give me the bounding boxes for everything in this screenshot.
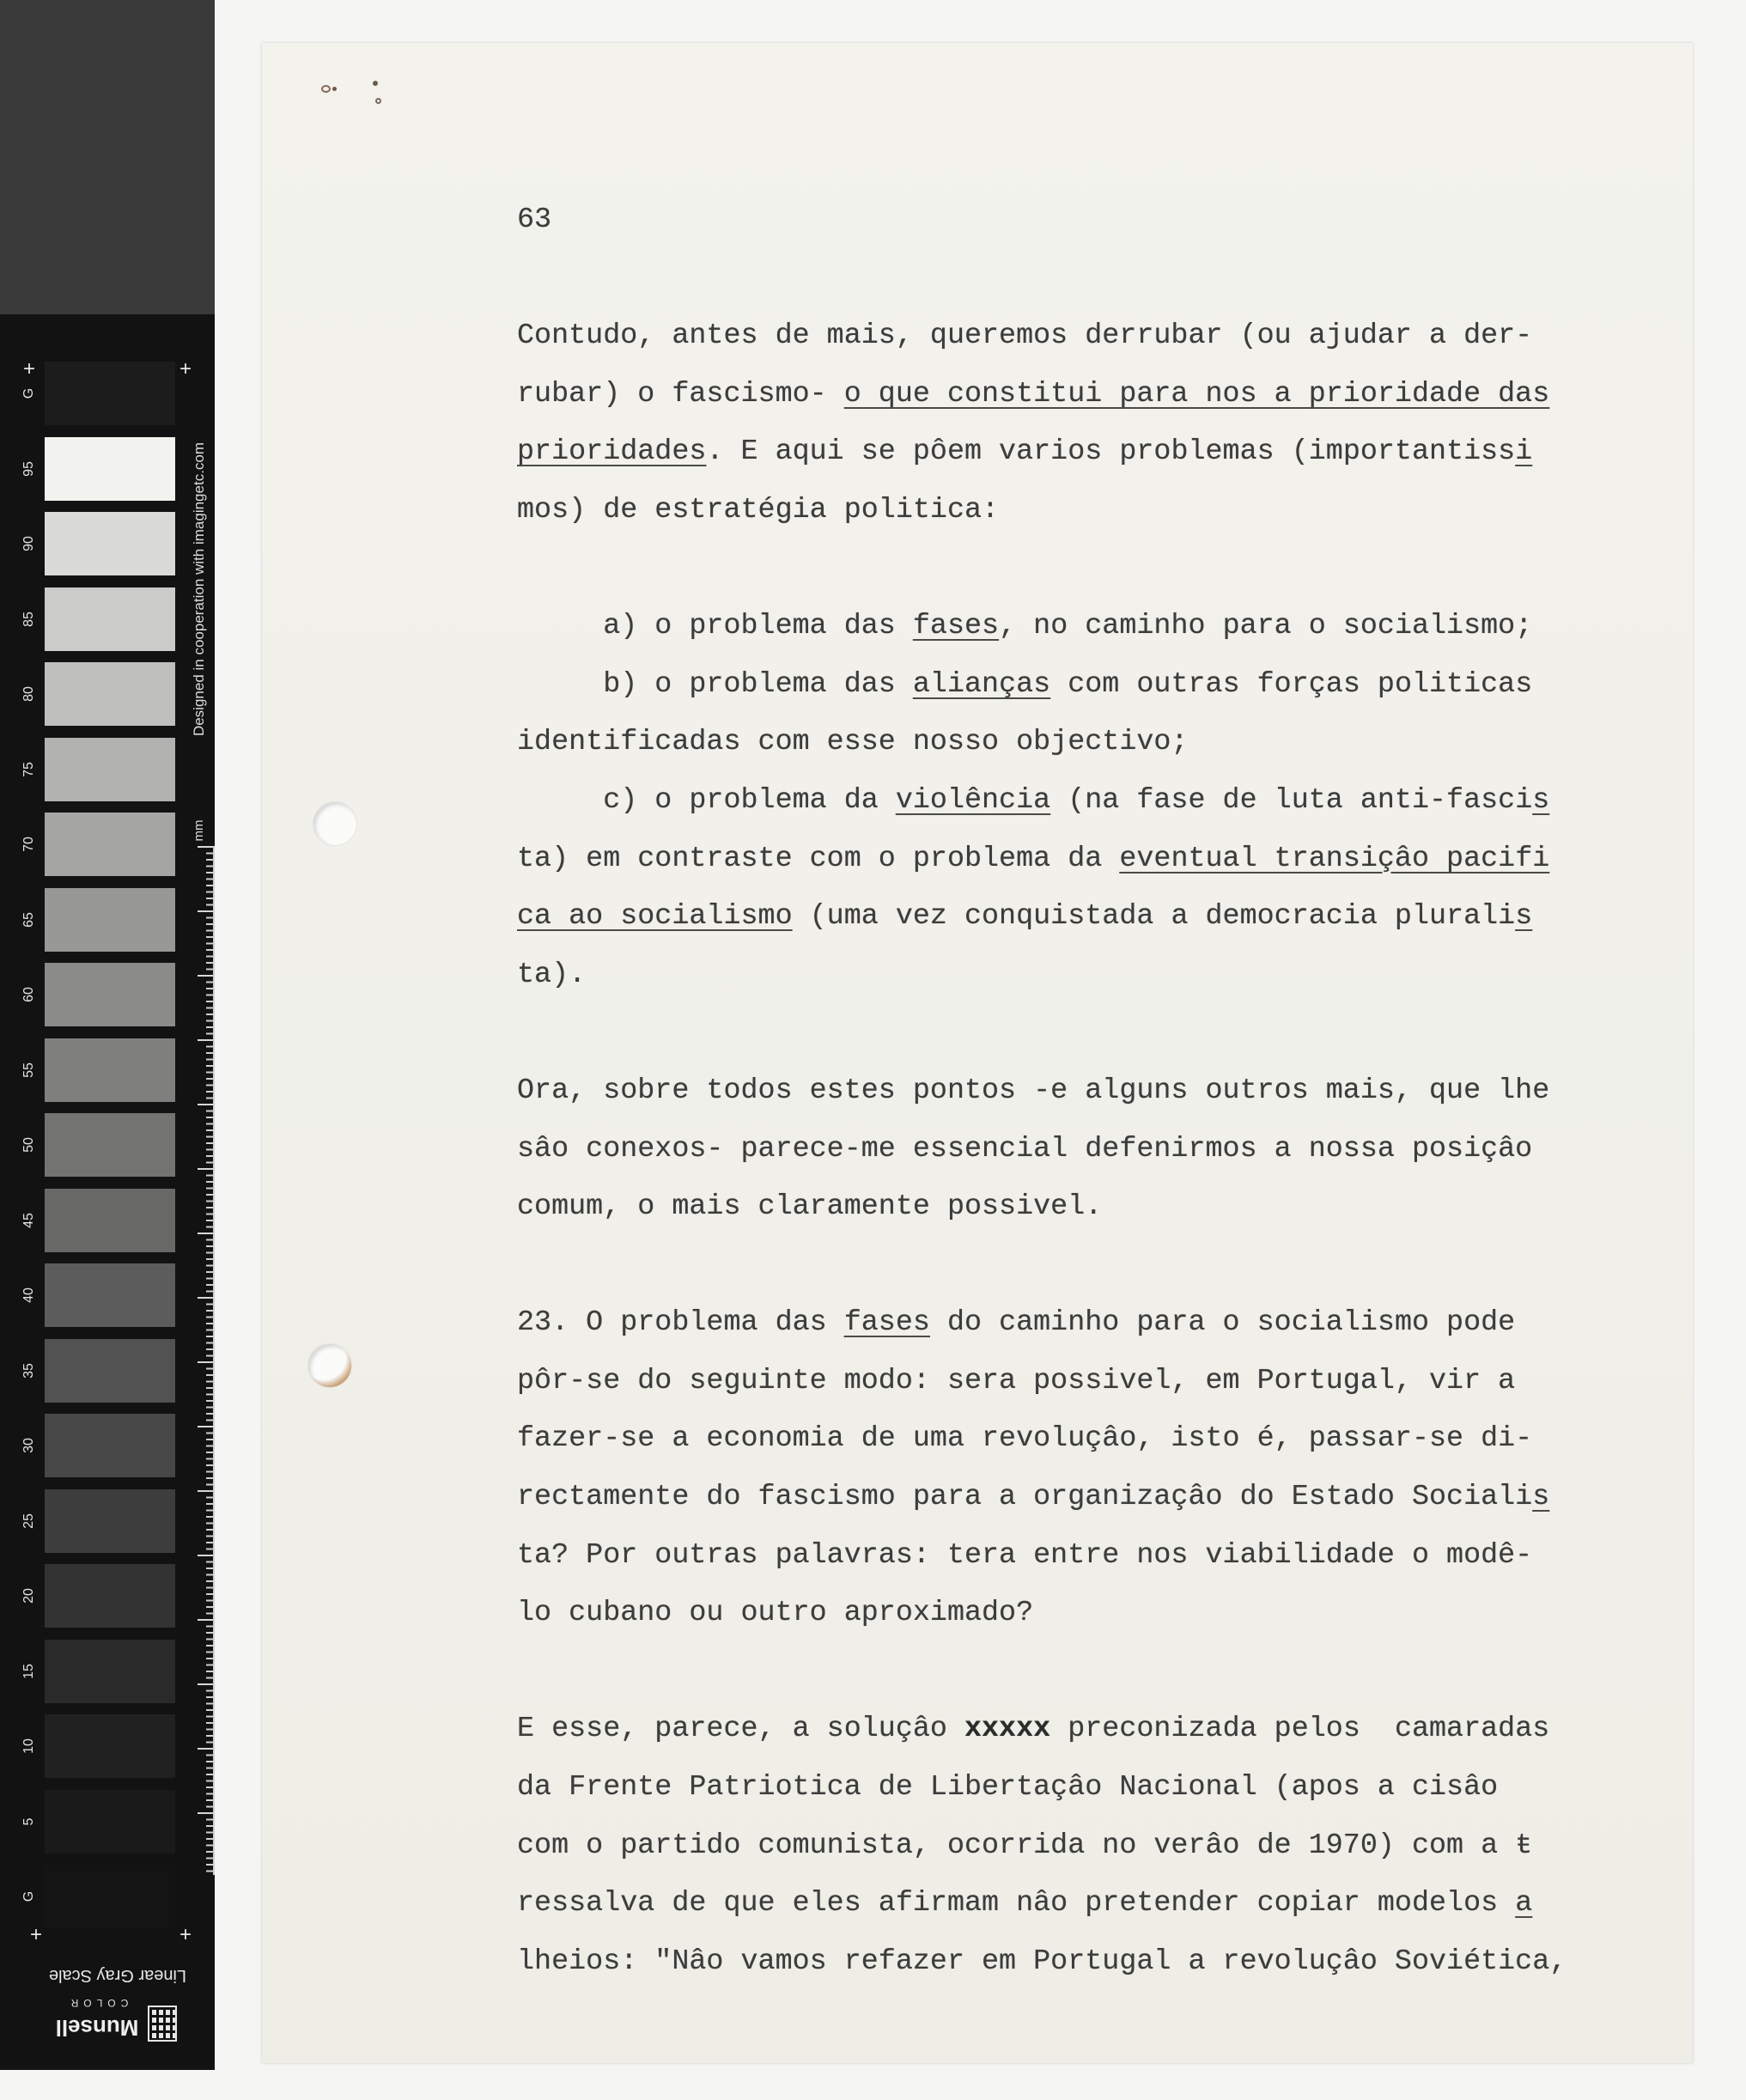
ink-speck [332,87,337,91]
text-line [517,1178,1567,1237]
text-line [517,482,1567,540]
gray-patch [45,1640,175,1703]
ink-speck [375,98,381,104]
munsell-logo-icon [148,2006,177,2042]
text-run: lo cubano ou outro aproximado? [517,1597,1034,1630]
underlined-text: s [1532,1481,1550,1514]
text-line [517,1410,1567,1469]
text-line [517,888,1567,947]
text-run: (na fase de luta anti-fasci [1050,783,1533,817]
gray-patch-label: 40 [21,1287,36,1303]
gray-patch-label: 15 [21,1663,36,1679]
underlined-text: fases [912,610,1000,643]
millimeter-ruler [196,846,215,1875]
gray-patch [45,1564,175,1628]
text-run: 23. O problema das [517,1306,844,1340]
brand-logo-text: Munsell [55,2015,139,2041]
gray-patch-label: 90 [21,536,36,551]
gray-patch [45,1113,175,1177]
list-item [517,772,1567,1004]
text-line [517,1933,1567,1992]
registration-plus-mark: + [179,1923,192,1946]
gray-patch-label: 5 [21,1817,36,1825]
underlined-text: ca ao socialismo [517,900,793,934]
text-line [517,1759,1567,1817]
gray-patch-label: 50 [21,1137,36,1153]
underlined-text: prioridades [517,435,707,469]
card-credit-text: Designed in cooperation with imagingetc.com [191,441,207,737]
text-run: fazer-se a economia de uma revoluçâo, isto é, passar-se di- [517,1422,1533,1456]
gray-patch [45,512,175,575]
text-run: a) o problema das [603,610,913,643]
gray-patch [45,1038,175,1102]
text-line [517,1121,1567,1179]
gray-scale-card [0,314,215,2070]
text-run: preconizada pelos camaradas [1050,1713,1550,1746]
gray-patch-label: 35 [21,1362,36,1379]
paragraph [517,307,1567,539]
gray-patch [45,1865,175,1928]
text-run: sâo conexos- parece-me essencial defenirmos a nossa posiçâo [517,1132,1533,1166]
gray-patch-label: 65 [21,911,36,928]
text-line [517,307,1567,366]
text-run: ta). [517,958,587,991]
ink-speck [321,85,331,93]
gray-patch-label: 60 [21,987,36,1002]
text-line [517,772,1567,831]
gray-patch-label: 70 [21,837,36,852]
text-run: b) o problema das [603,667,913,701]
gray-patch [45,662,175,726]
text-line [517,1353,1567,1411]
underlined-text: eventual transiçâo pacifi [1119,842,1550,875]
gray-patch-label: 85 [21,611,36,627]
underlined-text: s [1515,900,1533,934]
gray-patch [45,1263,175,1327]
text-run: ta) em contraste com o problema da [517,842,1120,875]
gray-patch [45,963,175,1026]
text-line [517,1875,1567,1933]
brand-subtitle: COLOR [65,1997,129,2009]
text-line [517,831,1567,889]
text-line [517,1701,1567,1759]
gray-patch-label: 10 [21,1738,36,1754]
ruler-unit-label: mm [192,819,206,842]
gray-patch-label: 75 [21,761,36,777]
text-run: com o partido comunista, ocorrida no verâo de 1970) com a ŧ [517,1829,1533,1862]
underlined-text: violência [895,783,1051,817]
text-run: comum, o mais claramente possivel. [517,1190,1103,1224]
text-run: Contudo, antes de mais, queremos derrubar (ou ajudar a der- [517,320,1533,353]
text-run: E esse, parece, a soluçâo [517,1713,964,1746]
paragraph [517,1294,1567,1643]
gray-patch-label: G [21,1890,36,1902]
gray-patch-label: 30 [21,1438,36,1453]
list-item [517,656,1567,772]
paragraph [517,1062,1567,1237]
text-line [517,423,1567,482]
ruler-major-ticks [198,846,215,1875]
text-line [517,598,1567,656]
text-run: com outras forças politicas [1050,667,1533,701]
page-number: 63 [517,204,552,236]
punch-hole [313,802,356,845]
gray-patch [45,813,175,876]
gray-patch-label: 80 [21,686,36,702]
gray-patch [45,1414,175,1477]
punch-hole [308,1344,351,1387]
text-run: rectamente do fascismo para a organizaçâo do Estado Sociali [517,1481,1533,1514]
underlined-text: i [1515,435,1533,469]
ruler-spine [213,846,215,1875]
gray-patch-label: 55 [21,1062,36,1078]
text-run: ressalva de que eles afirmam nâo pretender copiar modelos [517,1887,1516,1920]
text-line [517,1585,1567,1643]
text-line [517,366,1567,424]
scanner-background-strip [0,0,215,314]
gray-patch-label: G [21,387,36,399]
text-run: pôr-se do seguinte modo: sera possivel, em Portugal, vir a [517,1364,1516,1397]
gray-patch [45,738,175,801]
text-run: identificadas com esse nosso objectivo; [517,726,1189,759]
gray-patch [45,362,175,425]
paragraph [517,1701,1567,1991]
gray-patch [45,587,175,651]
gray-patch-label: 25 [21,1513,36,1529]
text-run: Ora, sobre todos estes pontos -e alguns outros mais, que lhe [517,1074,1550,1107]
registration-plus-mark: + [179,357,192,380]
text-run: mos) de estratégia politica: [517,493,1000,527]
gray-patch-label: 20 [21,1588,36,1604]
text-run: c) o problema da [603,783,896,817]
gray-patch-label: 95 [21,460,36,477]
text-line [517,656,1567,715]
struck-out-text: xxxxx [964,1713,1051,1746]
underlined-text: o que constitui para nos a prioridade das [843,377,1550,411]
text-run: do caminho para o socialismo pode [929,1306,1516,1340]
list-item [517,598,1567,656]
gray-patch [45,1489,175,1553]
text-run: rubar) o fascismo- [517,377,844,411]
gray-patch [45,1714,175,1778]
gray-patch [45,1189,175,1252]
enumerated-list [517,598,1567,1004]
text-line [517,947,1567,1005]
text-line [517,1527,1567,1586]
underlined-text: alianças [912,667,1051,701]
typed-text-body [517,192,1567,1991]
text-line [517,1062,1567,1121]
text-line [517,1817,1567,1876]
text-run: da Frente Patriotica de Libertaçâo Nacional (apos a cisâo [517,1771,1499,1805]
registration-plus-mark: + [22,357,35,380]
gray-scale-title: Linear Gray Scale [48,1966,187,1985]
gray-patch [45,437,175,501]
text-run: . E aqui se pôem varios problemas (importantiss [706,435,1516,469]
text-line [517,1469,1567,1527]
gray-patch [45,1339,175,1403]
text-run: ta? Por outras palavras: tera entre nos viabilidade o modê- [517,1538,1533,1572]
text-run: lheios: "Nâo vamos refazer em Portugal a revoluçâo Soviética, [517,1945,1567,1978]
underlined-text: a [1515,1887,1533,1920]
underlined-text: s [1532,783,1550,817]
gray-patch-label: 45 [21,1212,36,1228]
registration-plus-mark: + [29,1923,42,1946]
text-line [517,1294,1567,1353]
underlined-text: fases [843,1306,930,1340]
gray-patch [45,1790,175,1853]
text-run: (uma vez conquistada a democracia plurali [792,900,1516,934]
text-line [517,714,1567,772]
gray-patch [45,888,175,952]
text-run: , no caminho para o socialismo; [999,610,1533,643]
ink-speck [373,81,378,86]
